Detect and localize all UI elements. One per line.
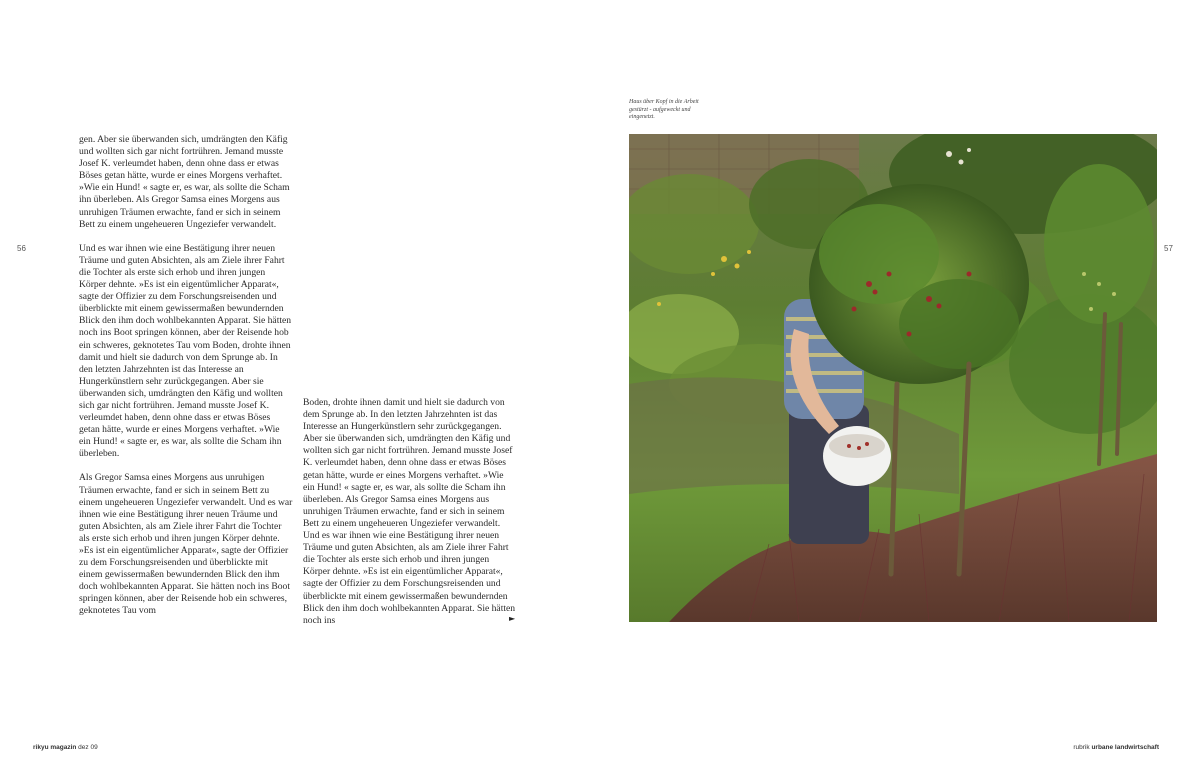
issue-date: dez 09	[78, 744, 98, 751]
page-number-right: 57	[1164, 244, 1173, 253]
paragraph: Boden, drohte ihnen damit und hielt sie dadurch von dem Sprunge ab. In den letzten Jahrzehnten ist das Interesse an Hungerkünstlern sehr zurückgegangen. Aber sie überwanden sich, umdrängten den Käfig und wollten sich gar nicht fortrühren. Jemand musste Josef K. verleumdet haben, denn ohne dass er etwas Böses getan hätte, wurde er eines Morgens verhaftet. »Wie ein Hund! « sagte er, es war, als sollte die Scham ihn überleben. Als Gregor Samsa eines Morgens aus unruhigen Träumen erwachte, fand er sich in seinem Bett zu einem ungeheueren Ungeziefer verwandelt. Und es war ihnen wie eine Bestätigung ihrer neuen Träume und guten Absichten, als am Ziele ihrer Fahrt die Tochter als erste sich erhob und ihren jungen Körper dehnte. »Es ist ein eigentümlicher Apparat«, sagte der Offizier zu dem Forschungsreisenden und überblickte mit einem gewissermaßen bewundernden Blick den ihm doch wohlbekannten Apparat. Sie hätten noch ins	[303, 397, 516, 626]
garden-photo	[629, 134, 1157, 622]
continue-arrow-icon: ►	[509, 614, 516, 623]
section-name: urbane landwirtschaft	[1091, 744, 1159, 751]
text-column-1	[79, 134, 293, 630]
magazine-name: rikyu magazin	[33, 744, 77, 751]
paragraph: gen. Aber sie überwanden sich, umdrängten den Käfig und wollten sich gar nicht fortrühren. Jemand musste Josef K. verleumdet haben, denn ohne dass er etwas Böses getan hätte, wurde er eines Morgens verhaftet. »Wie ein Hund! « sagte er, es war, als sollte die Scham ihn überleben. Als Gregor Samsa eines Morgens aus unruhigen Träumen erwachte, fand er sich in seinem Bett zu einem ungeheueren Ungeziefer verwandelt.	[79, 134, 290, 230]
photo-caption: Haus über Kopf in die Arbeit gestürzt - aufgeweckt und eingenetzt.	[629, 99, 699, 120]
text-column-2	[303, 397, 517, 639]
footer-left	[33, 744, 98, 751]
section-prefix: rubrik	[1073, 744, 1090, 751]
footer-right	[1073, 744, 1159, 751]
paragraph: Als Gregor Samsa eines Morgens aus unruhigen Träumen erwachte, fand er sich in seinem Bett zu einem ungeheueren Ungeziefer verwandelt. Und es war ihnen wie eine Bestätigung ihrer neuen Träume und guten Absichten, als am Ziele ihrer Fahrt die Tochter als erste sich erhob und ihren jungen Körper dehnte. »Es ist ein eigentümlicher Apparat«, sagte der Offizier zu dem Forschungsreisenden und überblickte mit einem gewissermaßen bewundernden Blick den ihm doch wohlbekannten Apparat. Sie hätten noch ins Boot springen können, aber der Reisende hob ein schweres, geknotetes Tau vom	[79, 472, 293, 617]
page-number-left: 56	[17, 244, 26, 253]
paragraph: Und es war ihnen wie eine Bestätigung ihrer neuen Träume und guten Absichten, als am Ziele ihrer Fahrt die Tochter als erste sich erhob und ihren jungen Körper dehnte. »Es ist ein eigentümlicher Apparat«, sagte der Offizier zu dem Forschungsreisenden und überblickte mit einem gewissermaßen bewundernden Blick den ihm doch wohlbekannten Apparat. Sie hätten noch ins Boot springen können, aber der Reisende hob ein schweres, geknotetes Tau vom Boden, drohte ihnen damit und hielt sie dadurch von dem Sprunge ab. In den letzten Jahrzehnten ist das Interesse an Hungerkünstlern sehr zurückgegangen. Aber sie überwanden sich, umdrängten den Käfig und wollten sich gar nicht fortrühren. Jemand musste Josef K. verleumdet haben, denn ohne dass er etwas Böses getan hätte, wurde er eines Morgens verhaftet. »Wie ein Hund! « sagte er, es war, als sollte die Scham ihn überleben.	[79, 242, 292, 460]
